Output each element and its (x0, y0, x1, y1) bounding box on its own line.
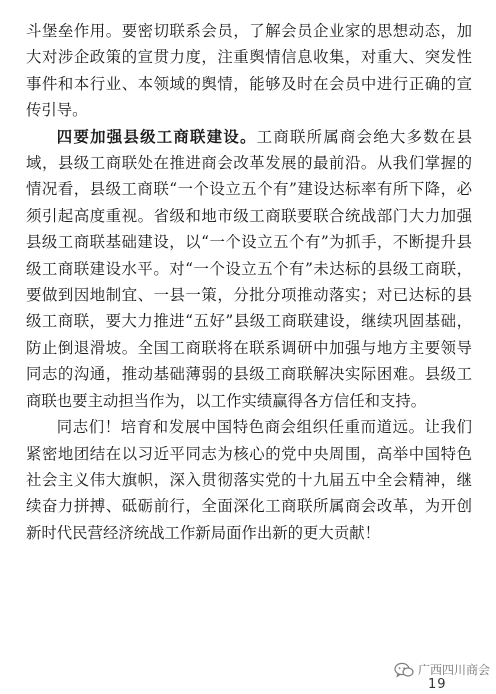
page-number-value: 19 (428, 677, 447, 692)
source-watermark (394, 661, 490, 678)
paragraph-1-text: 斗堡垒作用。要密切联系会员，了解会员企业家的思想动态，加大对涉企政策的宣贯力度，注重舆情信息收集，对重大、突发性事件和本行业、本领域的舆情，能够及时在会员中进行正确的宣传引导。 (26, 22, 472, 120)
body-text (26, 18, 472, 546)
wechat-icon (394, 662, 414, 678)
page-number (428, 677, 447, 692)
paragraph-2 (26, 124, 472, 414)
paragraph-1 (26, 18, 472, 124)
paragraph-2-heading: 四要加强县级工商联建设。 (56, 127, 257, 146)
watermark-text: 广西四川商会 (417, 663, 490, 677)
paragraph-3 (26, 414, 472, 546)
paragraph-3-text: 同志们！培育和发展中国特色商会组织任重而道远。让我们紧密地团结在以习近平同志为核心的党中央周围，高举中国特色社会主义伟大旗帜，深入贯彻落实党的十九届五中全会精神，继续奋力拼搏、砥砺前行，全面深化工商联所属商会改革，为开创新时代民营经济统战工作新局面作出新的更大贡献！ (26, 418, 472, 542)
paragraph-2-text: 工商联所属商会绝大多数在县域，县级工商联处在推进商会改革发展的最前沿。从我们掌握的情况看，县级工商联“一个设立五个有”建设达标率有所下降，必须引起高度重视。省级和地市级工商联要联合统战部门大力加强县级工商联基础建设，以“一个设立五个有”为抓手，不断提升县级工商联建设水平。对“一个设立五个有”未达标的县级工商联，要做到因地制宜、一县一策，分批分项推动落实；对已达标的县级工商联，要大力推进“五好”县级工商联建设，继续巩固基础，防止倒退滑坡。全国工商联将在联系调研中加强与地方主要领导同志的沟通，推动基础薄弱的县级工商联解决实际困难。县级工商联也要主动担当作为，以工作实绩赢得各方信任和支持。 (26, 127, 472, 410)
